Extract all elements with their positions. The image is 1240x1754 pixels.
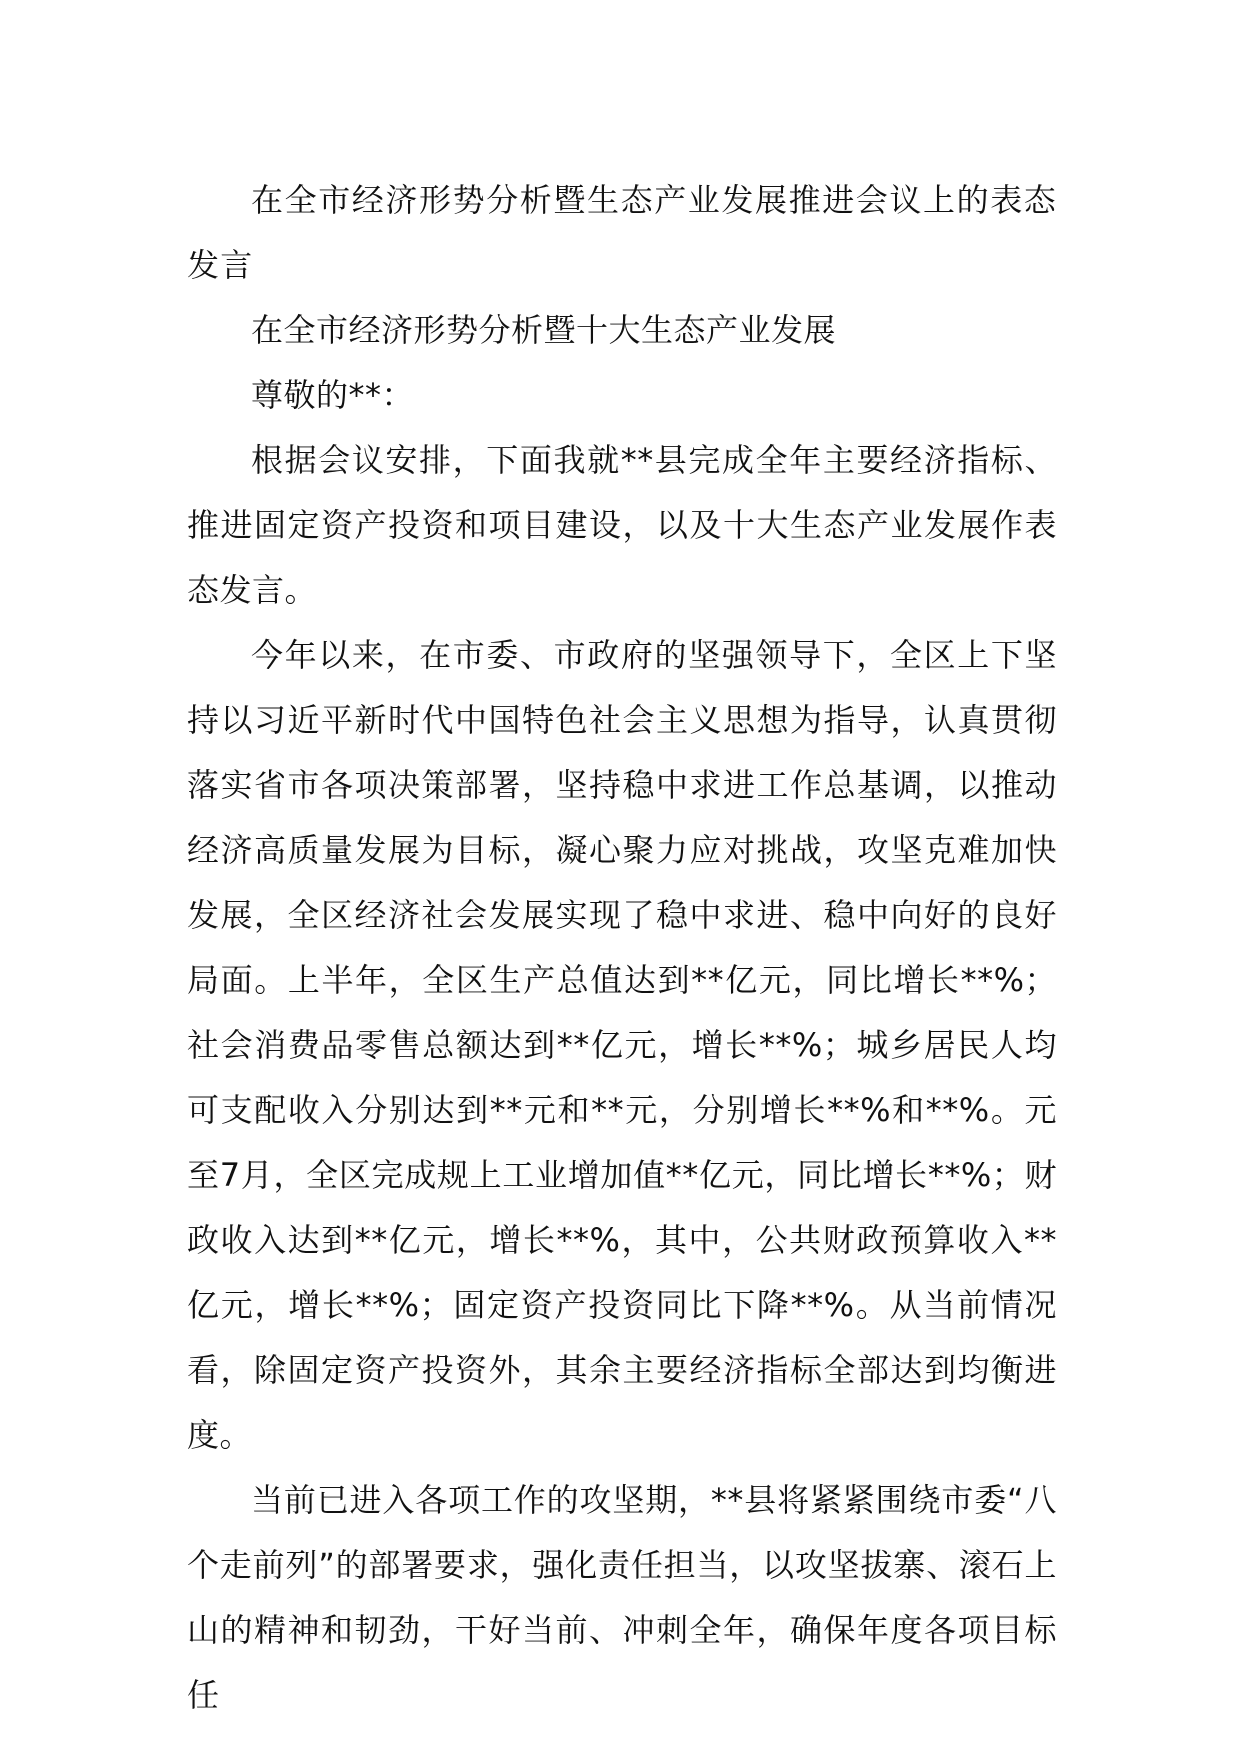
document-subtitle: 在全市经济形势分析暨十大生态产业发展 <box>251 311 837 349</box>
paragraph: 当前已进入各项工作的攻坚期，**县将紧紧围绕市委“八个走前列”的部署要求，强化责任担当，以攻坚拔寨、滚石上山的精神和韧劲，干好当前、冲刺全年，确保年度各项目标任 <box>187 1481 1057 1714</box>
salutation: 尊敬的**： <box>251 376 415 414</box>
document-body <box>187 168 1057 1728</box>
paragraph: 根据会议安排，下面我就**县完成全年主要经济指标、推进固定资产投资和项目建设，以及十大生态产业发展作表态发言。 <box>187 441 1057 609</box>
document-title: 在全市经济形势分析暨生态产业发展推进会议上的表态发言 <box>187 181 1057 284</box>
paragraph: 今年以来，在市委、市政府的坚强领导下，全区上下坚持以习近平新时代中国特色社会主义思想为指导，认真贯彻落实省市各项决策部署，坚持稳中求进工作总基调，以推动经济高质量发展为目标，凝心聚力应对挑战，攻坚克难加快发展，全区经济社会发展实现了稳中求进、稳中向好的良好局面。上半年，全区生产总值达到**亿元，同比增长**%；社会消费品零售总额达到**亿元，增长**%；城乡居民人均可支配收入分别达到**元和**元，分别增长**%和**%。元至7月，全区完成规上工业增加值**亿元，同比增长**%；财政收入达到**亿元，增长**%，其中，公共财政预算收入**亿元，增长**%；固定资产投资同比下降**%。从当前情况看，除固定资产投资外，其余主要经济指标全部达到均衡进度。 <box>187 636 1057 1454</box>
